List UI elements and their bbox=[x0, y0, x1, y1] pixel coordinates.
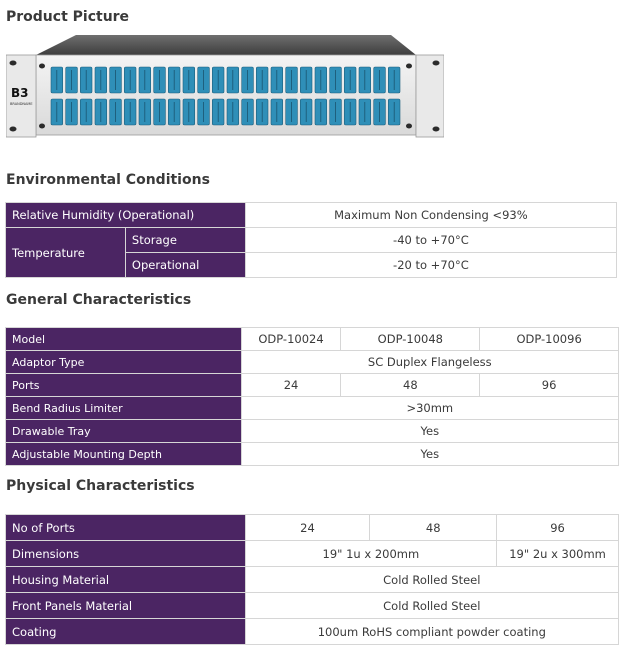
bend-value: >30mm bbox=[241, 397, 618, 420]
table-row bbox=[6, 443, 619, 466]
table-row bbox=[6, 351, 619, 374]
logo-subtext: BRANDNAME bbox=[10, 102, 33, 106]
table-row bbox=[6, 374, 619, 397]
logo-text: B3 bbox=[11, 86, 29, 100]
temperature-label: Temperature bbox=[6, 228, 126, 278]
phy-ports-2: 48 bbox=[370, 515, 497, 541]
phy-ports-label: No of Ports bbox=[6, 515, 246, 541]
table-row bbox=[6, 515, 619, 541]
ports-label: Ports bbox=[6, 374, 242, 397]
product-image bbox=[6, 33, 444, 138]
table-row bbox=[6, 619, 619, 645]
humidity-value: Maximum Non Condensing <93% bbox=[245, 203, 616, 228]
phy-ports-3: 96 bbox=[497, 515, 619, 541]
physical-title: Physical Characteristics bbox=[6, 478, 195, 494]
table-row bbox=[6, 328, 619, 351]
adaptor-label: Adaptor Type bbox=[6, 351, 242, 374]
dimensions-1u: 19" 1u x 200mm bbox=[245, 541, 497, 567]
product-picture-title: Product Picture bbox=[6, 9, 130, 25]
physical-table bbox=[5, 514, 619, 645]
table-row bbox=[6, 541, 619, 567]
ports-1: 24 bbox=[241, 374, 341, 397]
dimensions-label: Dimensions bbox=[6, 541, 246, 567]
front-value: Cold Rolled Steel bbox=[245, 593, 618, 619]
phy-ports-1: 24 bbox=[245, 515, 370, 541]
humidity-label: Relative Humidity (Operational) bbox=[6, 203, 246, 228]
table-row bbox=[6, 567, 619, 593]
model-label: Model bbox=[6, 328, 242, 351]
storage-label: Storage bbox=[125, 228, 245, 253]
drawable-value: Yes bbox=[241, 420, 618, 443]
storage-value: -40 to +70°C bbox=[245, 228, 616, 253]
operational-label: Operational bbox=[125, 253, 245, 278]
environmental-title: Environmental Conditions bbox=[6, 172, 210, 188]
model-3: ODP-10096 bbox=[480, 328, 619, 351]
general-table bbox=[5, 327, 619, 466]
housing-label: Housing Material bbox=[6, 567, 246, 593]
model-1: ODP-10024 bbox=[241, 328, 341, 351]
front-label: Front Panels Material bbox=[6, 593, 246, 619]
adjustable-value: Yes bbox=[241, 443, 618, 466]
bend-label: Bend Radius Limiter bbox=[6, 397, 242, 420]
table-row bbox=[6, 228, 617, 253]
environmental-table bbox=[5, 202, 617, 278]
table-row bbox=[6, 397, 619, 420]
table-row bbox=[6, 420, 619, 443]
ports-3: 96 bbox=[480, 374, 619, 397]
general-title: General Characteristics bbox=[6, 292, 192, 308]
drawable-label: Drawable Tray bbox=[6, 420, 242, 443]
model-2: ODP-10048 bbox=[341, 328, 480, 351]
table-row bbox=[6, 203, 617, 228]
operational-value: -20 to +70°C bbox=[245, 253, 616, 278]
coating-label: Coating bbox=[6, 619, 246, 645]
coating-value: 100um RoHS compliant powder coating bbox=[245, 619, 618, 645]
table-row bbox=[6, 593, 619, 619]
dimensions-2u: 19" 2u x 300mm bbox=[497, 541, 619, 567]
housing-value: Cold Rolled Steel bbox=[245, 567, 618, 593]
adjustable-label: Adjustable Mounting Depth bbox=[6, 443, 242, 466]
adaptor-value: SC Duplex Flangeless bbox=[241, 351, 618, 374]
ports-2: 48 bbox=[341, 374, 480, 397]
